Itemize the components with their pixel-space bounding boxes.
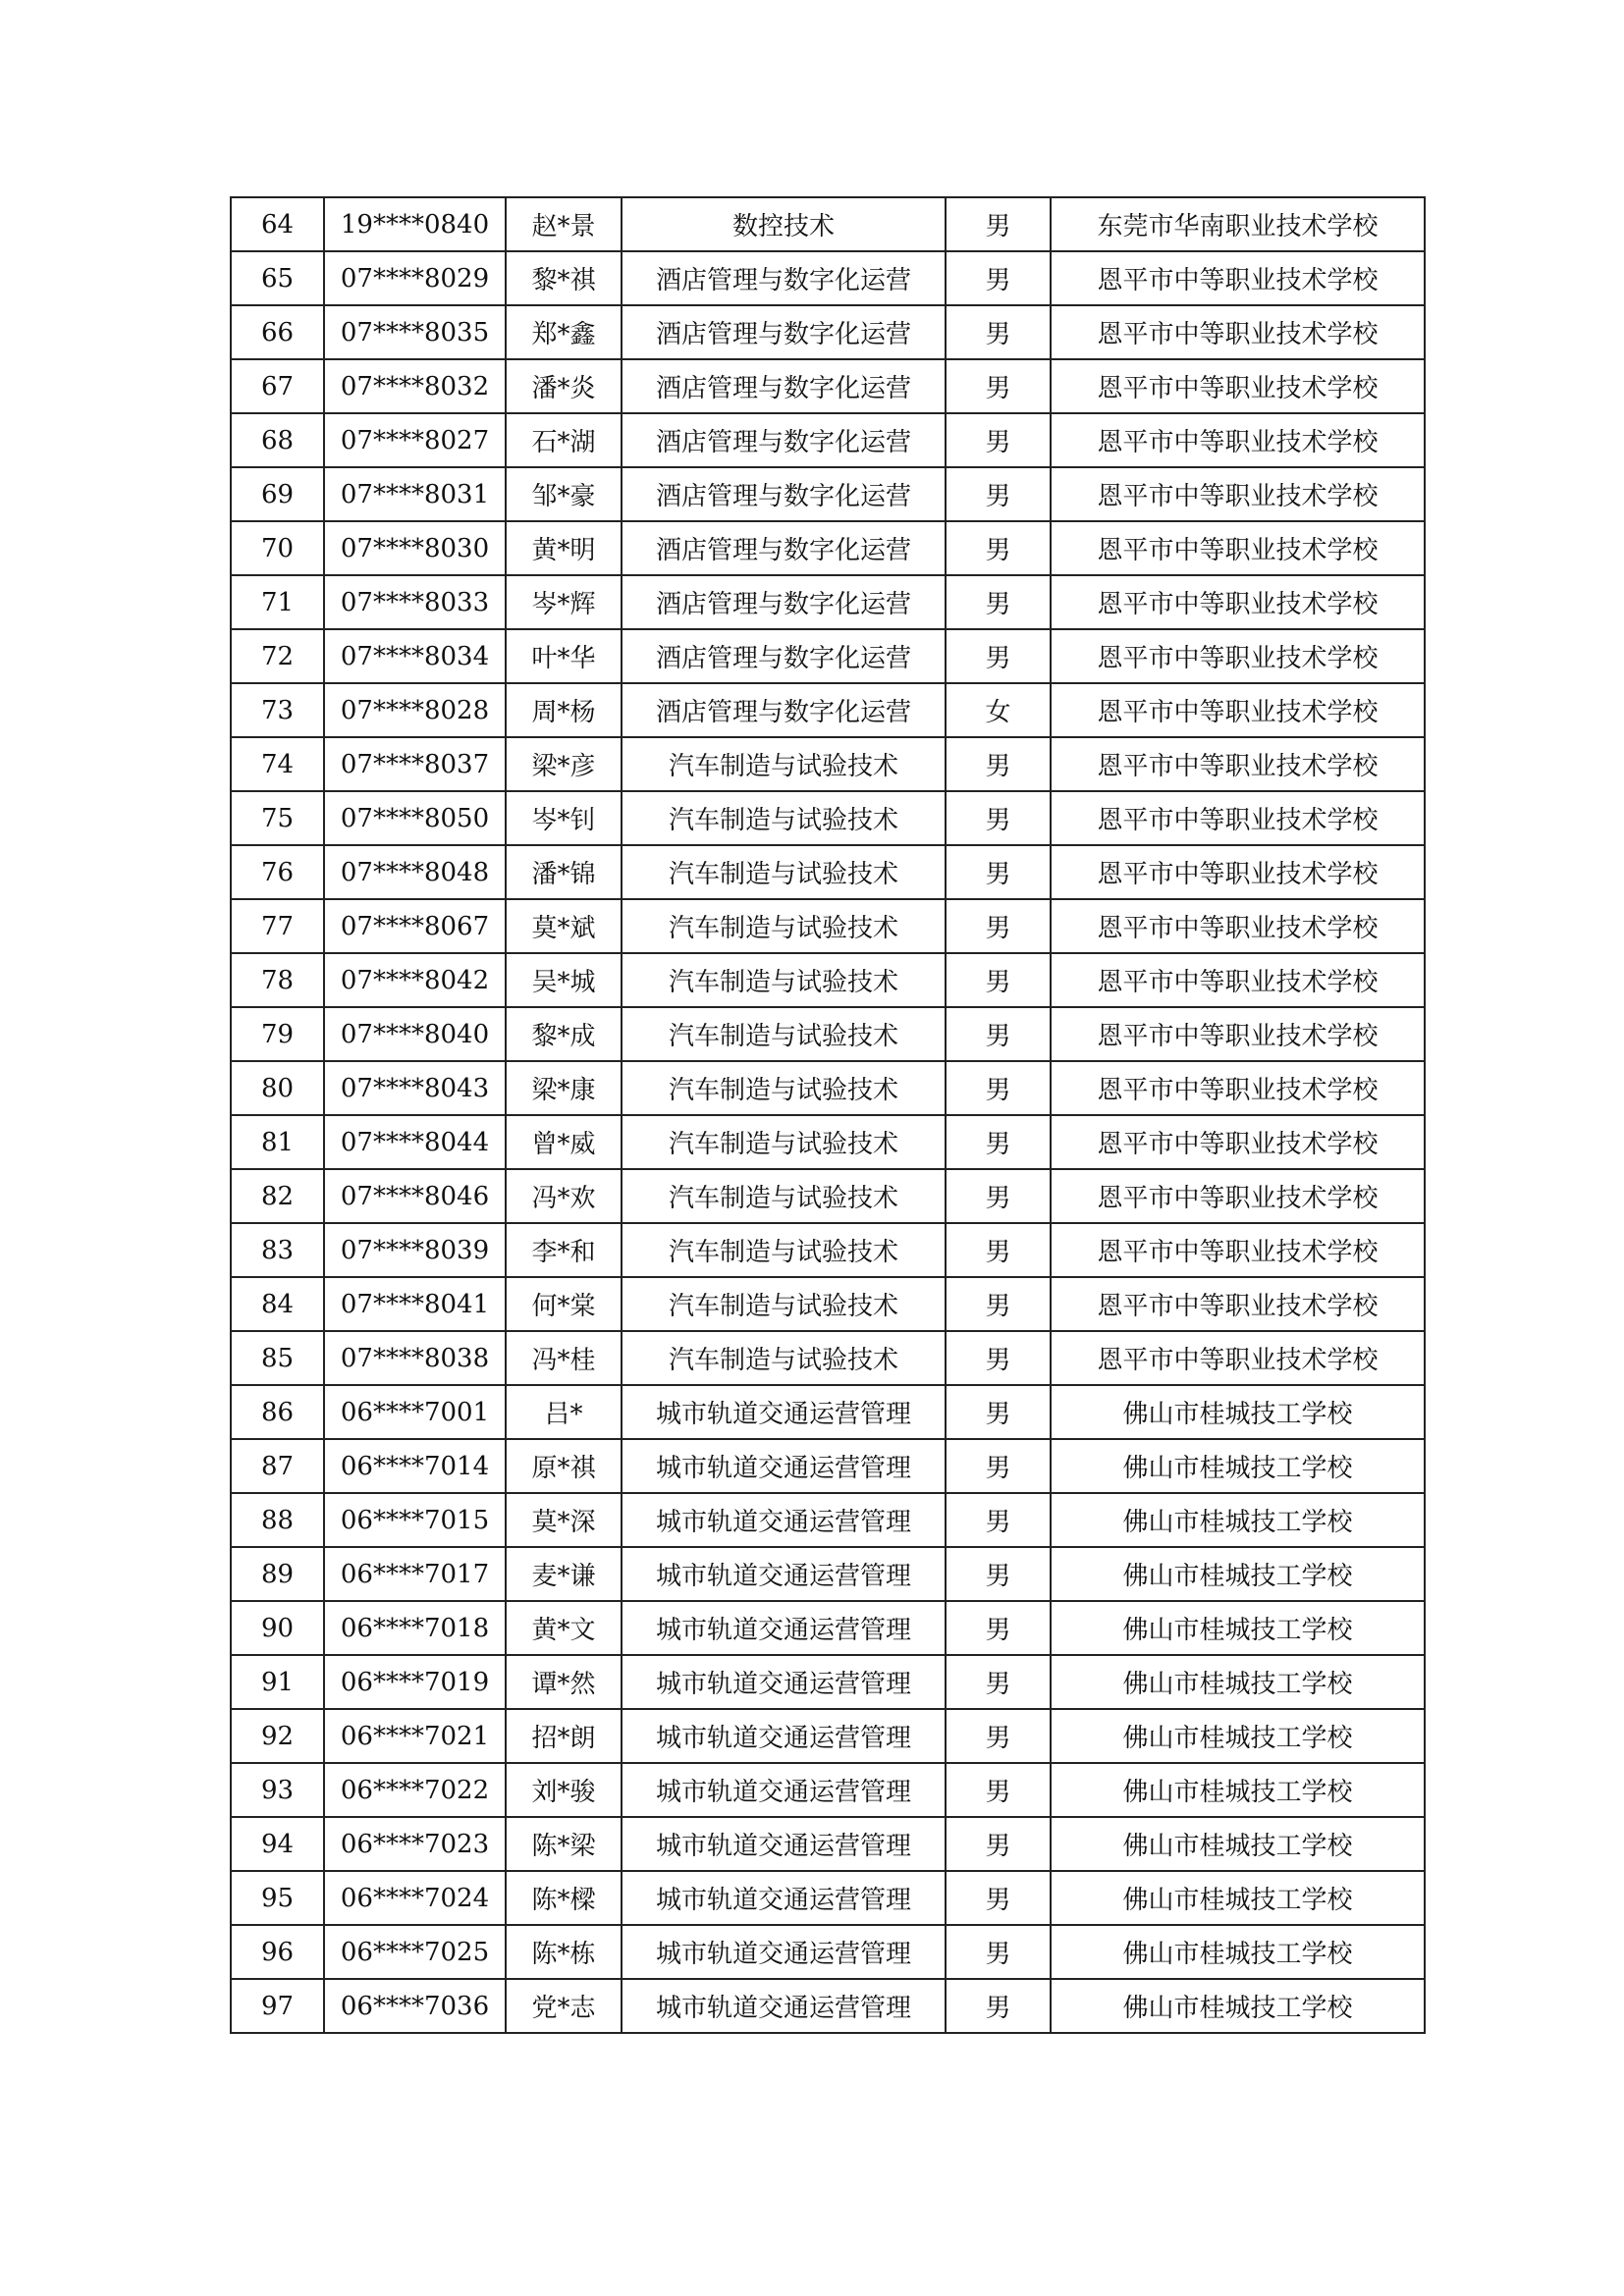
table-row [231,1925,1425,1979]
school-cell: 恩平市中等职业技术学校 [1051,1169,1425,1223]
id-number-cell: 06****7021 [324,1709,506,1763]
school-cell: 恩平市中等职业技术学校 [1051,737,1425,791]
row-number-cell: 97 [231,1979,324,2033]
gender-cell: 男 [946,1169,1051,1223]
school-cell: 恩平市中等职业技术学校 [1051,1007,1425,1061]
school-cell: 恩平市中等职业技术学校 [1051,683,1425,737]
major-cell: 酒店管理与数字化运营 [622,629,946,683]
table-row [231,899,1425,953]
table-row [231,1871,1425,1925]
major-cell: 汽车制造与试验技术 [622,899,946,953]
row-number-cell: 91 [231,1655,324,1709]
major-cell: 酒店管理与数字化运营 [622,575,946,629]
gender-cell: 男 [946,1601,1051,1655]
row-number-cell: 71 [231,575,324,629]
gender-cell: 男 [946,953,1051,1007]
table-row [231,629,1425,683]
id-number-cell: 07****8030 [324,521,506,575]
name-cell: 陈*栋 [506,1925,622,1979]
gender-cell: 男 [946,1709,1051,1763]
gender-cell: 男 [946,629,1051,683]
school-cell: 佛山市桂城技工学校 [1051,1439,1425,1493]
major-cell: 城市轨道交通运营管理 [622,1871,946,1925]
id-number-cell: 07****8035 [324,305,506,359]
gender-cell: 男 [946,197,1051,251]
major-cell: 酒店管理与数字化运营 [622,305,946,359]
name-cell: 莫*斌 [506,899,622,953]
major-cell: 城市轨道交通运营管理 [622,1493,946,1547]
id-number-cell: 07****8037 [324,737,506,791]
name-cell: 岑*钊 [506,791,622,845]
row-number-cell: 87 [231,1439,324,1493]
gender-cell: 男 [946,521,1051,575]
id-number-cell: 07****8038 [324,1331,506,1385]
school-cell: 恩平市中等职业技术学校 [1051,791,1425,845]
name-cell: 周*杨 [506,683,622,737]
school-cell: 恩平市中等职业技术学校 [1051,413,1425,467]
school-cell: 佛山市桂城技工学校 [1051,1925,1425,1979]
row-number-cell: 76 [231,845,324,899]
gender-cell: 男 [946,467,1051,521]
gender-cell: 男 [946,1223,1051,1277]
school-cell: 恩平市中等职业技术学校 [1051,251,1425,305]
gender-cell: 男 [946,1871,1051,1925]
row-number-cell: 82 [231,1169,324,1223]
gender-cell: 男 [946,305,1051,359]
id-number-cell: 07****8043 [324,1061,506,1115]
major-cell: 城市轨道交通运营管理 [622,1547,946,1601]
table-row [231,197,1425,251]
id-number-cell: 07****8067 [324,899,506,953]
id-number-cell: 07****8042 [324,953,506,1007]
school-cell: 恩平市中等职业技术学校 [1051,1277,1425,1331]
id-number-cell: 06****7036 [324,1979,506,2033]
row-number-cell: 94 [231,1817,324,1871]
major-cell: 数控技术 [622,197,946,251]
gender-cell: 男 [946,1277,1051,1331]
name-cell: 梁*彦 [506,737,622,791]
school-cell: 恩平市中等职业技术学校 [1051,845,1425,899]
name-cell: 石*湖 [506,413,622,467]
table-row [231,1493,1425,1547]
major-cell: 汽车制造与试验技术 [622,1007,946,1061]
school-cell: 恩平市中等职业技术学校 [1051,1115,1425,1169]
school-cell: 恩平市中等职业技术学校 [1051,359,1425,413]
row-number-cell: 75 [231,791,324,845]
name-cell: 岑*辉 [506,575,622,629]
document-page [230,196,1424,2034]
major-cell: 城市轨道交通运营管理 [622,1655,946,1709]
table-row [231,1763,1425,1817]
name-cell: 莫*深 [506,1493,622,1547]
gender-cell: 男 [946,737,1051,791]
id-number-cell: 06****7019 [324,1655,506,1709]
name-cell: 党*志 [506,1979,622,2033]
row-number-cell: 77 [231,899,324,953]
row-number-cell: 92 [231,1709,324,1763]
gender-cell: 男 [946,1763,1051,1817]
gender-cell: 男 [946,575,1051,629]
table-row [231,1223,1425,1277]
gender-cell: 男 [946,1061,1051,1115]
table-row [231,1439,1425,1493]
name-cell: 潘*锦 [506,845,622,899]
row-number-cell: 86 [231,1385,324,1439]
name-cell: 黄*文 [506,1601,622,1655]
gender-cell: 男 [946,413,1051,467]
gender-cell: 男 [946,1925,1051,1979]
school-cell: 恩平市中等职业技术学校 [1051,953,1425,1007]
major-cell: 城市轨道交通运营管理 [622,1925,946,1979]
major-cell: 酒店管理与数字化运营 [622,359,946,413]
school-cell: 佛山市桂城技工学校 [1051,1709,1425,1763]
name-cell: 黄*明 [506,521,622,575]
name-cell: 何*棠 [506,1277,622,1331]
major-cell: 汽车制造与试验技术 [622,1169,946,1223]
school-cell: 恩平市中等职业技术学校 [1051,467,1425,521]
school-cell: 恩平市中等职业技术学校 [1051,1331,1425,1385]
id-number-cell: 07****8033 [324,575,506,629]
name-cell: 郑*鑫 [506,305,622,359]
school-cell: 恩平市中等职业技术学校 [1051,521,1425,575]
id-number-cell: 07****8029 [324,251,506,305]
student-roster-table [230,196,1426,2034]
table-row [231,1115,1425,1169]
name-cell: 赵*景 [506,197,622,251]
gender-cell: 女 [946,683,1051,737]
row-number-cell: 96 [231,1925,324,1979]
major-cell: 城市轨道交通运营管理 [622,1385,946,1439]
gender-cell: 男 [946,251,1051,305]
table-row [231,1007,1425,1061]
table-row [231,683,1425,737]
row-number-cell: 80 [231,1061,324,1115]
id-number-cell: 07****8040 [324,1007,506,1061]
major-cell: 酒店管理与数字化运营 [622,521,946,575]
table-row [231,1979,1425,2033]
table-row [231,305,1425,359]
major-cell: 酒店管理与数字化运营 [622,413,946,467]
major-cell: 酒店管理与数字化运营 [622,683,946,737]
table-row [231,1817,1425,1871]
name-cell: 陈*樑 [506,1871,622,1925]
row-number-cell: 83 [231,1223,324,1277]
major-cell: 酒店管理与数字化运营 [622,467,946,521]
school-cell: 恩平市中等职业技术学校 [1051,305,1425,359]
id-number-cell: 07****8027 [324,413,506,467]
major-cell: 城市轨道交通运营管理 [622,1979,946,2033]
row-number-cell: 93 [231,1763,324,1817]
id-number-cell: 06****7017 [324,1547,506,1601]
id-number-cell: 07****8039 [324,1223,506,1277]
table-row [231,737,1425,791]
row-number-cell: 74 [231,737,324,791]
name-cell: 黎*祺 [506,251,622,305]
school-cell: 东莞市华南职业技术学校 [1051,197,1425,251]
gender-cell: 男 [946,1115,1051,1169]
gender-cell: 男 [946,1007,1051,1061]
major-cell: 汽车制造与试验技术 [622,1115,946,1169]
row-number-cell: 78 [231,953,324,1007]
id-number-cell: 06****7022 [324,1763,506,1817]
id-number-cell: 07****8046 [324,1169,506,1223]
major-cell: 汽车制造与试验技术 [622,1061,946,1115]
row-number-cell: 95 [231,1871,324,1925]
gender-cell: 男 [946,1979,1051,2033]
name-cell: 刘*骏 [506,1763,622,1817]
name-cell: 原*祺 [506,1439,622,1493]
gender-cell: 男 [946,1331,1051,1385]
table-row [231,1655,1425,1709]
school-cell: 恩平市中等职业技术学校 [1051,575,1425,629]
name-cell: 麦*谦 [506,1547,622,1601]
table-row [231,1277,1425,1331]
name-cell: 李*和 [506,1223,622,1277]
table-row [231,1385,1425,1439]
id-number-cell: 07****8034 [324,629,506,683]
gender-cell: 男 [946,1817,1051,1871]
major-cell: 城市轨道交通运营管理 [622,1601,946,1655]
gender-cell: 男 [946,1547,1051,1601]
major-cell: 城市轨道交通运营管理 [622,1439,946,1493]
school-cell: 佛山市桂城技工学校 [1051,1385,1425,1439]
table-row [231,575,1425,629]
id-number-cell: 06****7024 [324,1871,506,1925]
school-cell: 佛山市桂城技工学校 [1051,1493,1425,1547]
id-number-cell: 07****8044 [324,1115,506,1169]
row-number-cell: 65 [231,251,324,305]
table-row [231,467,1425,521]
gender-cell: 男 [946,359,1051,413]
row-number-cell: 90 [231,1601,324,1655]
id-number-cell: 07****8041 [324,1277,506,1331]
school-cell: 恩平市中等职业技术学校 [1051,899,1425,953]
row-number-cell: 73 [231,683,324,737]
major-cell: 城市轨道交通运营管理 [622,1817,946,1871]
row-number-cell: 64 [231,197,324,251]
table-row [231,953,1425,1007]
school-cell: 佛山市桂城技工学校 [1051,1763,1425,1817]
row-number-cell: 68 [231,413,324,467]
gender-cell: 男 [946,1655,1051,1709]
row-number-cell: 72 [231,629,324,683]
id-number-cell: 06****7001 [324,1385,506,1439]
table-row [231,845,1425,899]
id-number-cell: 19****0840 [324,197,506,251]
id-number-cell: 07****8028 [324,683,506,737]
row-number-cell: 84 [231,1277,324,1331]
name-cell: 谭*然 [506,1655,622,1709]
row-number-cell: 67 [231,359,324,413]
table-row [231,1331,1425,1385]
name-cell: 邹*豪 [506,467,622,521]
gender-cell: 男 [946,845,1051,899]
major-cell: 汽车制造与试验技术 [622,737,946,791]
table-row [231,1169,1425,1223]
id-number-cell: 06****7014 [324,1439,506,1493]
major-cell: 城市轨道交通运营管理 [622,1709,946,1763]
table-row [231,359,1425,413]
school-cell: 佛山市桂城技工学校 [1051,1871,1425,1925]
name-cell: 招*朗 [506,1709,622,1763]
table-row [231,1709,1425,1763]
table-row [231,1061,1425,1115]
name-cell: 冯*桂 [506,1331,622,1385]
major-cell: 汽车制造与试验技术 [622,1223,946,1277]
id-number-cell: 07****8031 [324,467,506,521]
name-cell: 冯*欢 [506,1169,622,1223]
id-number-cell: 07****8050 [324,791,506,845]
id-number-cell: 06****7025 [324,1925,506,1979]
major-cell: 汽车制造与试验技术 [622,1331,946,1385]
table-row [231,791,1425,845]
id-number-cell: 06****7015 [324,1493,506,1547]
table-row [231,1601,1425,1655]
name-cell: 叶*华 [506,629,622,683]
gender-cell: 男 [946,791,1051,845]
row-number-cell: 89 [231,1547,324,1601]
major-cell: 汽车制造与试验技术 [622,953,946,1007]
major-cell: 城市轨道交通运营管理 [622,1763,946,1817]
school-cell: 佛山市桂城技工学校 [1051,1655,1425,1709]
row-number-cell: 85 [231,1331,324,1385]
row-number-cell: 88 [231,1493,324,1547]
gender-cell: 男 [946,1385,1051,1439]
school-cell: 佛山市桂城技工学校 [1051,1979,1425,2033]
roster-body [231,197,1425,2033]
name-cell: 潘*炎 [506,359,622,413]
major-cell: 汽车制造与试验技术 [622,845,946,899]
table-row [231,1547,1425,1601]
table-row [231,413,1425,467]
major-cell: 汽车制造与试验技术 [622,1277,946,1331]
row-number-cell: 81 [231,1115,324,1169]
id-number-cell: 06****7018 [324,1601,506,1655]
school-cell: 恩平市中等职业技术学校 [1051,1223,1425,1277]
row-number-cell: 66 [231,305,324,359]
table-row [231,521,1425,575]
name-cell: 黎*成 [506,1007,622,1061]
gender-cell: 男 [946,1439,1051,1493]
school-cell: 佛山市桂城技工学校 [1051,1547,1425,1601]
name-cell: 吴*城 [506,953,622,1007]
major-cell: 酒店管理与数字化运营 [622,251,946,305]
id-number-cell: 07****8048 [324,845,506,899]
gender-cell: 男 [946,899,1051,953]
name-cell: 吕* [506,1385,622,1439]
name-cell: 曾*威 [506,1115,622,1169]
school-cell: 佛山市桂城技工学校 [1051,1601,1425,1655]
school-cell: 佛山市桂城技工学校 [1051,1817,1425,1871]
id-number-cell: 06****7023 [324,1817,506,1871]
row-number-cell: 79 [231,1007,324,1061]
row-number-cell: 70 [231,521,324,575]
major-cell: 汽车制造与试验技术 [622,791,946,845]
table-row [231,251,1425,305]
gender-cell: 男 [946,1493,1051,1547]
name-cell: 陈*梁 [506,1817,622,1871]
id-number-cell: 07****8032 [324,359,506,413]
row-number-cell: 69 [231,467,324,521]
school-cell: 恩平市中等职业技术学校 [1051,629,1425,683]
name-cell: 梁*康 [506,1061,622,1115]
school-cell: 恩平市中等职业技术学校 [1051,1061,1425,1115]
